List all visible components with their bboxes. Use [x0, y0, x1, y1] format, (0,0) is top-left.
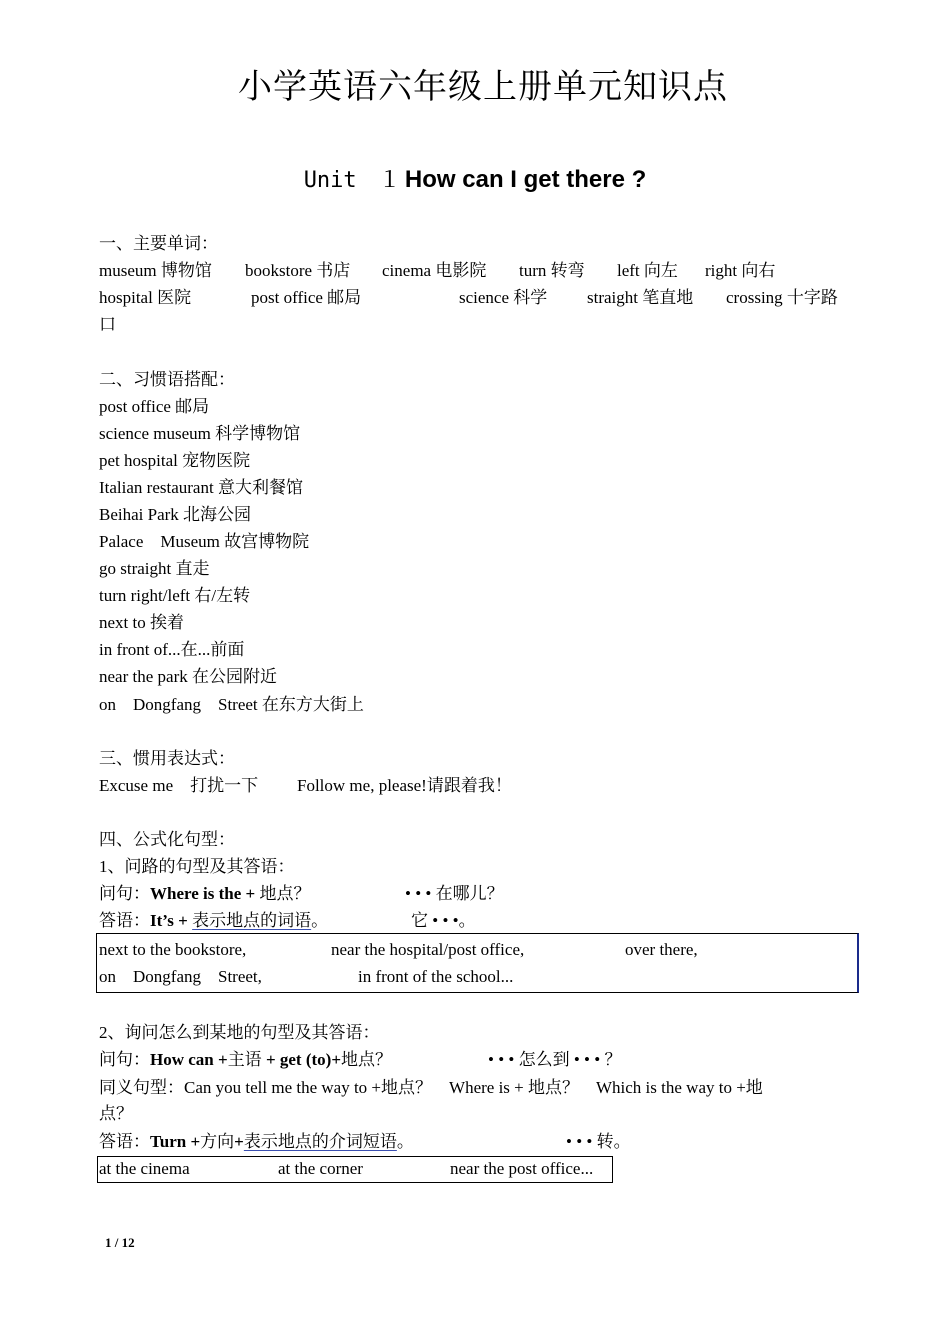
section4-heading: 四、公式化句型： [99, 830, 235, 849]
word-museum: museum 博物馆 [99, 261, 212, 280]
phrase-item: go straight 直走 [99, 559, 210, 578]
phrase-item: Beihai Park 北海公园 [99, 505, 252, 524]
phrase-item: Italian restaurant 意大利餐馆 [99, 478, 303, 497]
phrase-item: science museum 科学博物馆 [99, 424, 301, 443]
word-hospital: hospital 医院 [99, 288, 192, 307]
phrase-item: post office 邮局 [99, 397, 210, 416]
unit-title: How can I get there ? [404, 166, 647, 193]
page-title: 小学英语六年级上册单元知识点 [238, 69, 728, 106]
section3-heading: 三、惯用表达式： [99, 749, 235, 768]
answer-end: 。 [396, 1132, 414, 1151]
answer-underlined: 表示地点的介词短语 [243, 1132, 397, 1151]
page-number: 1 / 12 [105, 1235, 135, 1250]
pattern1-answer [99, 910, 328, 932]
pattern2-question [99, 1049, 392, 1071]
pattern2-synonyms: 同义句型：Can you tell me the way to +地点？ Where is + 地点？ Which is the way to +地 [99, 1078, 763, 1097]
question-prefix: 问句： [99, 884, 150, 903]
example-item: near the post office... [450, 1159, 594, 1178]
pattern1-heading: 1、问路的句型及其答语： [99, 857, 295, 876]
pattern2-heading: 2、询问怎么到某地的句型及其答语： [99, 1023, 380, 1042]
unit-heading [0, 163, 950, 194]
question-bold: How can + [150, 1050, 228, 1069]
question-place: 地点？ [259, 884, 311, 903]
pattern1-answer-meaning: 它 • • •。 [411, 911, 476, 930]
word-straight: straight 笔直地 [587, 288, 694, 307]
question-prefix: 问句： [99, 1050, 150, 1069]
answer-prefix: 答语： [99, 1132, 150, 1151]
pattern2-answer [99, 1131, 414, 1153]
unit-label: Unit １ [303, 168, 401, 193]
example-item: at the cinema [99, 1159, 190, 1178]
example-item: over there, [625, 940, 698, 959]
word-bookstore: bookstore 书店 [245, 261, 351, 280]
phrase-item: on Dongfang Street 在东方大街上 [99, 695, 364, 714]
answer-text: 方向 [200, 1132, 235, 1151]
phrase-item: Palace Museum 故宫博物院 [99, 532, 310, 551]
example-item: at the corner [278, 1159, 363, 1178]
answer-end: 。 [311, 911, 329, 930]
answer-bold: Turn + [150, 1132, 201, 1151]
pattern1-question-meaning: • • • 在哪儿？ [405, 884, 504, 903]
example-item: next to the bookstore, [99, 940, 247, 959]
expression-excuse-me: Excuse me 打扰一下 [99, 776, 259, 795]
phrase-item: pet hospital 宠物医院 [99, 451, 251, 470]
phrase-item: next to 挨着 [99, 613, 184, 632]
word-crossing-wrap: 口 [99, 315, 116, 334]
example-item: in front of the school... [358, 967, 514, 986]
answer-prefix: 答语： [99, 911, 150, 930]
answer-bold: It’s + [150, 911, 193, 930]
pattern2-synonyms-wrap: 点？ [99, 1104, 133, 1123]
section1-heading: 一、主要单词： [99, 234, 218, 253]
word-right: right 向右 [705, 261, 776, 280]
word-science: science 科学 [459, 288, 548, 307]
example-item: on Dongfang Street, [99, 967, 262, 986]
example-item: near the hospital/post office, [331, 940, 525, 959]
word-turn: turn 转弯 [519, 261, 585, 280]
pattern2-question-meaning: • • • 怎么到 • • • ？ [488, 1050, 622, 1069]
word-crossing: crossing 十字路 [726, 288, 838, 307]
word-left: left 向左 [617, 261, 678, 280]
answer-bold: + [234, 1132, 244, 1151]
answer-underlined: 表示地点的词语 [192, 911, 312, 930]
question-bold: + get (to)+ [265, 1050, 342, 1069]
question-text: 主语 [227, 1050, 266, 1069]
pattern1-question [99, 883, 310, 905]
question-text: 地点？ [341, 1050, 393, 1069]
phrase-item: in front of...在...前面 [99, 640, 245, 659]
word-post-office: post office 邮局 [251, 288, 362, 307]
phrase-item: near the park 在公园附近 [99, 667, 277, 686]
expression-follow-me: Follow me, please!请跟着我！ [297, 776, 512, 795]
question-bold: Where is the + [150, 884, 260, 903]
pattern2-answer-meaning: • • • 转。 [566, 1132, 631, 1151]
section2-heading: 二、习惯语搭配： [99, 370, 235, 389]
phrase-item: turn right/left 右/左转 [99, 586, 251, 605]
word-cinema: cinema 电影院 [382, 261, 487, 280]
